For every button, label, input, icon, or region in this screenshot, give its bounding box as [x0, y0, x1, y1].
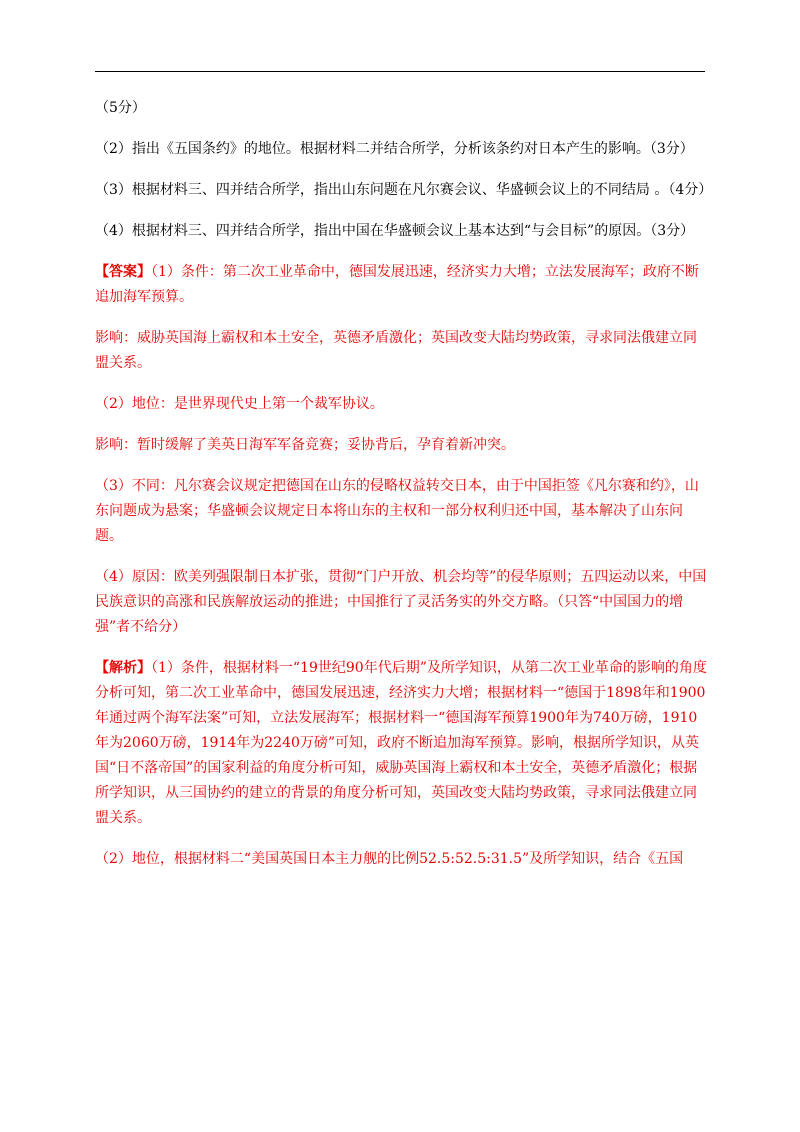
answer-impact-1: 影响：威胁英国海上霸权和本土安全，英德矛盾激化；英国改变大陆均势政策，寻求同法俄建立同盟关系。 — [95, 330, 697, 371]
document-body — [95, 96, 713, 888]
answer-impact-2: 影响：暂时缓解了美英日海军军备竞赛；妥协背后，孕育着新冲突。 — [95, 437, 515, 453]
analysis-text: （1）条件，根据材料一“19世纪90年代后期”及所学知识，从第二次工业革命的影响的角度分析可知，第二次工业革命中，德国发展迅速，经济实力大增；根据材料一“德国于1898年和1900年通过两个海军法案”可知，立法发展海军；根据材料一“德国海军预算1900年为740万磅，1910年为2060万磅，1914年为2240万磅”可知，政府不断追加海军预算。影响，根据所学知识，从英国“日不落帝国”的国家利益的角度分析可知，威胁英国海上霸权和本土安全，英德矛盾激化；根据所学知识，从三国协约的建立的背景的角度分析可知，英国改变大陆均势政策，寻求同法俄建立同盟关系。 — [95, 660, 707, 826]
answer-part-1 — [95, 260, 707, 310]
analysis-tag: 【解析】 — [95, 660, 151, 676]
analysis-part-2: （2）地位，根据材料二“美国英国日本主力舰的比例52.5:52.5:31.5”及所学知识，结合《五国 — [95, 851, 684, 867]
question-1-score: （5分） — [95, 100, 146, 116]
answer-text: （1）条件：第二次工业革命中，德国发展迅速，经济实力大增；立法发展海军；政府不断追加海军预算。 — [95, 264, 699, 305]
question-4: （4）根据材料三、四并结合所学，指出中国在华盛顿会议上基本达到“与会目标”的原因。（3分） — [95, 223, 695, 239]
answer-tag: 【答案】 — [95, 264, 151, 280]
question-2: （2）指出《五国条约》的地位。根据材料二并结合所学，分析该条约对日本产生的影响。（3分） — [95, 141, 694, 157]
answer-part-4: （4）原因：欧美列强限制日本扩张，贯彻“门户开放、机会均等”的侵华原则；五四运动以来，中国民族意识的高涨和民族解放运动的推进；中国推行了灵活务实的外交方略。（只答“中国国力的增强”者不给分） — [95, 569, 707, 635]
analysis-part-1 — [95, 656, 707, 831]
answer-part-3: （3）不同：凡尔赛会议规定把德国在山东的侵略权益转交日本，由于中国拒签《凡尔赛和约》，山东问题成为悬案；华盛顿会议规定日本将山东的主权和一部分权利归还中国，基本解决了山东问题。 — [95, 478, 699, 544]
question-3: （3）根据材料三、四并结合所学，指出山东问题在凡尔赛会议、华盛顿会议上的不同结局 。（4分） — [95, 182, 713, 198]
answer-part-2: （2）地位：是世界现代史上第一个裁军协议。 — [95, 396, 384, 412]
header-rule — [95, 71, 705, 72]
